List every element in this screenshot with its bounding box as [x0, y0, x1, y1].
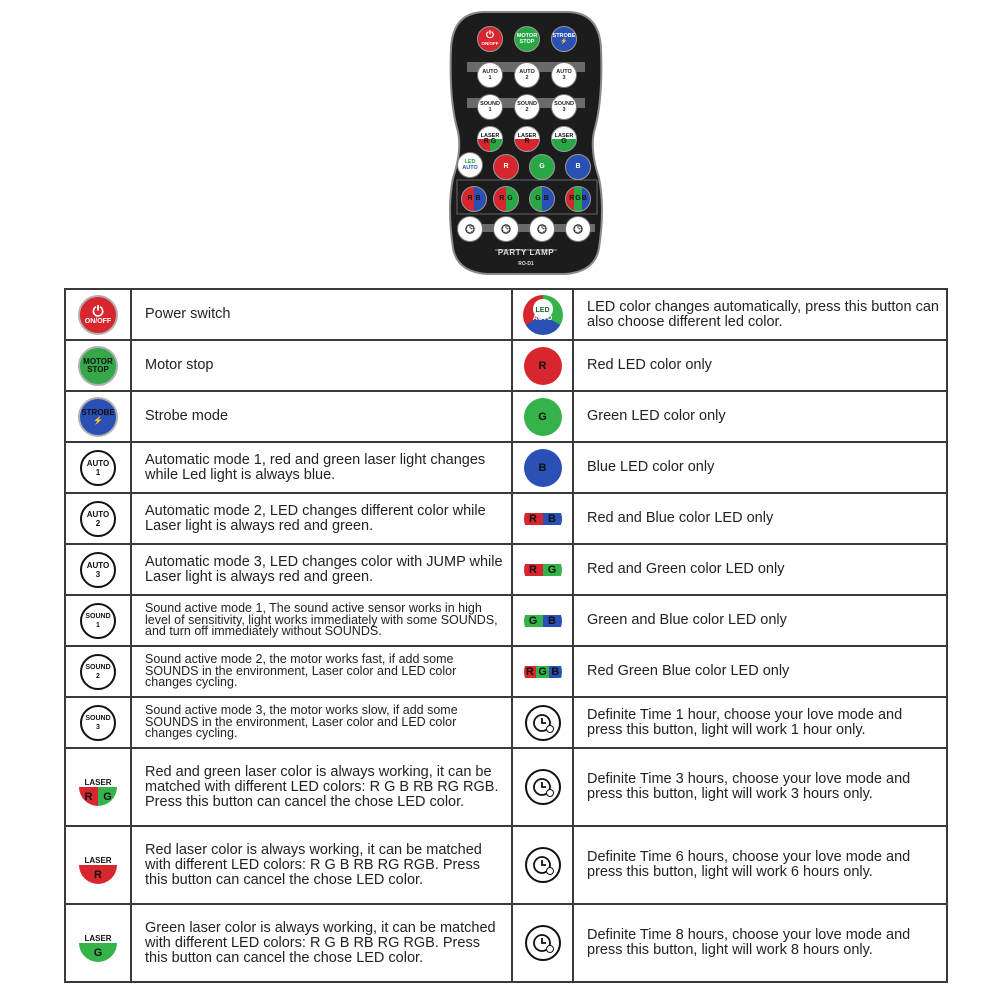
green-led-icon: G: [524, 398, 562, 436]
remote-auto-1-button[interactable]: AUTO 1: [477, 62, 503, 88]
clock-icon: 🕒︎: [537, 222, 547, 236]
motor-stop-icon: MOTOR STOP: [78, 346, 118, 386]
description-laser-g: Green laser color is always working, it can be matched with different LED colors: R G B RB RG RGB. Press this button can cancel the chose LED color.: [131, 904, 512, 982]
remote-auto-2-button[interactable]: AUTO 2: [514, 62, 540, 88]
description-blue-led: Blue LED color only: [573, 442, 947, 493]
remote-brand-label: PARTY LAMP: [497, 248, 555, 257]
description-rgb-led: Red Green Blue color LED only: [573, 646, 947, 697]
description-sound-3: Sound active mode 3, the motor works slow, if add some SOUNDS in the environment, Laser color and LED color changes cycling.: [131, 697, 512, 748]
clock-icon: 🕒︎: [465, 222, 475, 236]
description-timer-8h: Definite Time 8 hours, choose your love mode and press this button, light will work 8 hours only.: [573, 904, 947, 982]
description-timer-6h: Definite Time 6 hours, choose your love mode and press this button, light will work 6 hours only.: [573, 826, 947, 904]
sound-1-icon: SOUND 1: [80, 603, 116, 639]
remote-led-auto-button[interactable]: LED AUTO: [457, 152, 483, 178]
remote-control: [445, 8, 607, 276]
strobe-icon: STROBE ⚡: [78, 397, 118, 437]
table-row: [65, 697, 947, 748]
description-sound-2: Sound active mode 2, the motor works fast, if add some SOUNDS in the environment, Laser color and LED color changes cycling.: [131, 646, 512, 697]
clock-icon: 🕒︎: [501, 222, 511, 236]
remote-power-button[interactable]: ⏻ ON/OFF: [477, 26, 503, 52]
laser-r-icon: LASER R: [79, 846, 117, 884]
button-legend-table: [64, 288, 948, 983]
sound-2-icon: SOUND 2: [80, 654, 116, 690]
description-auto-3: Automatic mode 3, LED changes color with JUMP while Laser light is always red and green.: [131, 544, 512, 595]
power-icon: ⏻ ON/OFF: [78, 295, 118, 335]
blue-led-icon: B: [524, 449, 562, 487]
remote-green-blue-button[interactable]: G B: [529, 186, 555, 212]
description-power: Power switch: [131, 289, 512, 340]
description-red-led: Red LED color only: [573, 340, 947, 391]
remote-sound-1-button[interactable]: SOUND 1: [477, 94, 503, 120]
description-red-green-led: Red and Green color LED only: [573, 544, 947, 595]
remote-timer-8h-button[interactable]: [565, 216, 591, 242]
description-sound-1: Sound active mode 1, The sound active sensor works in high level of sensitivity, light works immediately with some SOUNDS, and turn off immediately without SOUNDS.: [131, 595, 512, 646]
green-blue-led-icon: G B: [524, 602, 562, 640]
description-green-blue-led: Green and Blue color LED only: [573, 595, 947, 646]
description-auto-2: Automatic mode 2, LED changes different color while Laser light is always red and green.: [131, 493, 512, 544]
remote-green-button[interactable]: G: [529, 154, 555, 180]
auto-3-icon: AUTO 3: [80, 552, 116, 588]
timer-6h-icon: [525, 847, 561, 883]
rgb-led-icon: R G B: [524, 653, 562, 691]
remote-auto-3-button[interactable]: AUTO 3: [551, 62, 577, 88]
description-laser-r: Red laser color is always working, it can be matched with different LED colors: R G B RB RG RGB. Press this button can cancel the chose LED color.: [131, 826, 512, 904]
table-row: [65, 826, 947, 904]
auto-1-icon: AUTO 1: [80, 450, 116, 486]
auto-2-icon: AUTO 2: [80, 501, 116, 537]
remote-laser-rg-button[interactable]: LASER R G: [477, 126, 503, 152]
remote-laser-g-button[interactable]: LASER G: [551, 126, 577, 152]
table-row: [65, 391, 947, 442]
remote-laser-r-button[interactable]: LASER R: [514, 126, 540, 152]
description-led-auto: LED color changes automatically, press this button can also choose different led color.: [573, 289, 947, 340]
description-motor-stop: Motor stop: [131, 340, 512, 391]
remote-blue-button[interactable]: B: [565, 154, 591, 180]
description-laser-rg: Red and green laser color is always working, it can be matched with different LED colors: R G B RB RG RGB. Press this button can cancel the chose LED color.: [131, 748, 512, 826]
remote-model-label: RO-D1: [518, 261, 534, 267]
description-timer-1h: Definite Time 1 hour, choose your love mode and press this button, light will work 1 hour only.: [573, 697, 947, 748]
red-blue-led-icon: R B: [524, 500, 562, 538]
sound-3-icon: SOUND 3: [80, 705, 116, 741]
remote-red-blue-button[interactable]: R B: [461, 186, 487, 212]
description-red-blue-led: Red and Blue color LED only: [573, 493, 947, 544]
description-timer-3h: Definite Time 3 hours, choose your love mode and press this button, light will work 3 hours only.: [573, 748, 947, 826]
laser-rg-icon: LASER R G: [79, 768, 117, 806]
remote-strobe-button[interactable]: STROBE ⚡: [551, 26, 577, 52]
remote-rgb-button[interactable]: R G B: [565, 186, 591, 212]
remote-motor-stop-button[interactable]: MOTOR STOP: [514, 26, 540, 52]
timer-1h-icon: [525, 705, 561, 741]
table-row: [65, 646, 947, 697]
description-green-led: Green LED color only: [573, 391, 947, 442]
timer-8h-icon: [525, 925, 561, 961]
table-row: [65, 595, 947, 646]
remote-sound-3-button[interactable]: SOUND 3: [551, 94, 577, 120]
table-row: [65, 544, 947, 595]
laser-g-icon: LASER G: [79, 924, 117, 962]
red-led-icon: R: [524, 347, 562, 385]
remote-red-button[interactable]: R: [493, 154, 519, 180]
remote-timer-1h-button[interactable]: [457, 216, 483, 242]
timer-3h-icon: [525, 769, 561, 805]
description-strobe: Strobe mode: [131, 391, 512, 442]
remote-timer-3h-button[interactable]: [493, 216, 519, 242]
description-auto-1: Automatic mode 1, red and green laser light changes while Led light is always blue.: [131, 442, 512, 493]
red-green-led-icon: R G: [524, 551, 562, 589]
remote-sound-2-button[interactable]: SOUND 2: [514, 94, 540, 120]
table-row: [65, 904, 947, 982]
table-row: [65, 289, 947, 340]
table-row: [65, 748, 947, 826]
table-row: [65, 493, 947, 544]
remote-red-green-button[interactable]: R G: [493, 186, 519, 212]
table-row: [65, 340, 947, 391]
led-auto-icon: LED AUTO: [523, 295, 563, 335]
table-row: [65, 442, 947, 493]
clock-icon: 🕒︎: [573, 222, 583, 236]
remote-timer-6h-button[interactable]: [529, 216, 555, 242]
